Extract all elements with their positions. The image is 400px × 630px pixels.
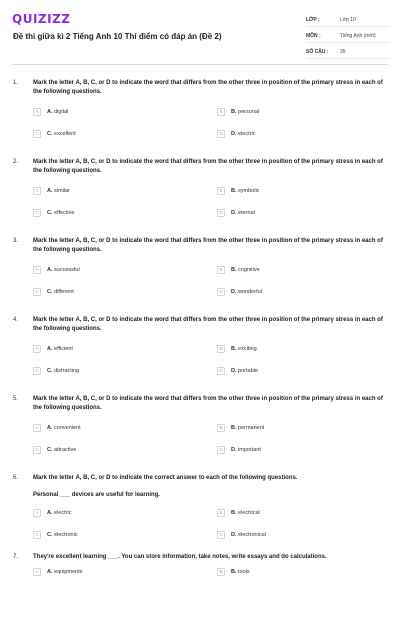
option-letter-box: C <box>33 209 41 217</box>
option-label: A. <box>47 509 53 516</box>
option-value: important <box>238 446 261 453</box>
option-label: D. <box>231 209 237 216</box>
option-text <box>47 109 68 115</box>
option-letter-box: A <box>33 509 41 517</box>
question-text: They're excellent learning ___. You can store information, take notes, write essays and do calculations. <box>33 554 327 560</box>
answer-option-b[interactable] <box>217 265 260 274</box>
question-number: 1. <box>13 80 19 86</box>
option-text <box>231 569 250 575</box>
answer-option-c[interactable] <box>33 129 76 138</box>
option-text <box>231 447 261 453</box>
question-number: 4. <box>13 317 19 323</box>
question-item <box>0 314 400 393</box>
option-label: C. <box>47 288 53 295</box>
answer-option-a[interactable] <box>33 508 71 517</box>
answer-option-d[interactable] <box>217 208 255 217</box>
answer-option-c[interactable] <box>33 287 74 296</box>
option-label: C. <box>47 531 53 538</box>
option-value: portable <box>238 367 258 374</box>
answer-option-d[interactable] <box>217 366 258 375</box>
answer-option-c[interactable] <box>33 530 78 539</box>
option-label: A. <box>47 424 53 431</box>
option-letter-box: B <box>217 568 225 576</box>
option-text <box>47 289 74 295</box>
question-item <box>0 77 400 156</box>
option-value: digital <box>54 108 69 115</box>
option-letter-box: C <box>33 288 41 296</box>
info-label: MÔN : <box>306 33 321 39</box>
option-value: exciting <box>238 345 257 352</box>
option-letter-box: B <box>217 266 225 274</box>
answer-option-b[interactable] <box>217 344 257 353</box>
option-text <box>47 368 79 374</box>
option-value: different <box>54 288 74 295</box>
option-value: successful <box>54 266 80 273</box>
question-text: Mark the letter A, B, C, or D to indicate the word that differs from the other three in position of the primary stress in each of the following questions. <box>33 159 383 174</box>
option-value: electric <box>54 509 72 516</box>
option-label: B. <box>231 345 237 352</box>
option-text <box>47 210 74 216</box>
info-value: 35 <box>340 49 346 55</box>
option-letter-box: B <box>217 509 225 517</box>
question-text: Mark the letter A, B, C, or D to indicate the word that differs from the other three in position of the primary stress in each of the following questions. <box>33 80 383 95</box>
answer-option-b[interactable] <box>217 186 259 195</box>
option-value: electrical <box>238 509 260 516</box>
option-text <box>47 188 70 194</box>
answer-option-b[interactable] <box>217 567 250 576</box>
option-text <box>231 346 257 352</box>
option-label: B. <box>231 266 237 273</box>
answer-option-b[interactable] <box>217 423 264 432</box>
option-text <box>231 267 260 273</box>
option-label: C. <box>47 367 53 374</box>
option-text <box>231 532 266 538</box>
answer-option-c[interactable] <box>33 208 74 217</box>
info-value: Lớp 10 <box>340 17 356 23</box>
option-label: D. <box>231 531 237 538</box>
option-label: D. <box>231 288 237 295</box>
option-label: D. <box>231 130 237 137</box>
answer-option-c[interactable] <box>33 445 76 454</box>
option-letter-box: C <box>33 446 41 454</box>
option-label: D. <box>231 367 237 374</box>
worksheet-info <box>306 14 390 62</box>
option-value: attractive <box>54 446 77 453</box>
option-text <box>47 510 71 516</box>
question-text: Mark the letter A, B, C, or D to indicate the correct answer to each of the following questions. <box>33 475 298 481</box>
question-list <box>0 77 400 630</box>
option-text <box>231 109 259 115</box>
option-letter-box: B <box>217 424 225 432</box>
answer-option-b[interactable] <box>217 508 260 517</box>
option-label: A. <box>47 568 53 575</box>
option-letter-box: D <box>217 367 225 375</box>
option-letter-box: B <box>217 345 225 353</box>
answer-option-a[interactable] <box>33 107 68 116</box>
option-value: tools <box>238 568 250 575</box>
option-letter-box: A <box>33 424 41 432</box>
option-text <box>231 510 260 516</box>
option-letter-box: B <box>217 108 225 116</box>
option-letter-box: A <box>33 568 41 576</box>
option-label: B. <box>231 509 237 516</box>
info-label: SỐ CÂU : <box>306 49 329 55</box>
option-value: equipments <box>54 568 83 575</box>
question-number: 2. <box>13 159 19 165</box>
question-item <box>0 551 400 630</box>
option-text <box>47 447 76 453</box>
option-letter-box: D <box>217 130 225 138</box>
question-number: 7. <box>13 554 19 560</box>
option-text <box>231 368 258 374</box>
option-value: electric <box>238 130 256 137</box>
info-label: LỚP : <box>306 17 320 23</box>
option-letter-box: D <box>217 288 225 296</box>
option-value: permanent <box>238 424 265 431</box>
option-value: cognitive <box>238 266 260 273</box>
option-text <box>47 425 81 431</box>
answer-option-b[interactable] <box>217 107 259 116</box>
option-letter-box: A <box>33 266 41 274</box>
answer-option-c[interactable] <box>33 366 79 375</box>
option-value: electronic <box>54 531 78 538</box>
option-label: A. <box>47 108 53 115</box>
option-text <box>231 210 255 216</box>
option-letter-box: A <box>33 108 41 116</box>
answer-option-a[interactable] <box>33 567 82 576</box>
option-label: B. <box>231 568 237 575</box>
option-text <box>47 346 73 352</box>
option-value: convenient <box>54 424 81 431</box>
answer-option-d[interactable] <box>217 287 262 296</box>
option-text <box>231 289 262 295</box>
answer-option-a[interactable] <box>33 265 80 274</box>
option-text <box>47 532 78 538</box>
option-label: B. <box>231 187 237 194</box>
question-prompt: Personal ___ devices are useful for learning. <box>33 492 161 498</box>
answer-option-a[interactable] <box>33 186 70 195</box>
answer-option-d[interactable] <box>217 129 255 138</box>
question-number: 5. <box>13 396 19 402</box>
option-value: effective <box>54 209 75 216</box>
option-value: distracting <box>54 367 80 374</box>
question-number: 6. <box>13 475 19 481</box>
answer-option-a[interactable] <box>33 344 73 353</box>
option-label: A. <box>47 266 53 273</box>
option-letter-box: C <box>33 367 41 375</box>
worksheet-info-row <box>306 14 390 27</box>
option-letter-box: B <box>217 187 225 195</box>
option-value: eternal <box>238 209 255 216</box>
option-text <box>231 131 255 137</box>
option-text <box>231 425 264 431</box>
question-text: Mark the letter A, B, C, or D to indicate the word that differs from the other three in position of the primary stress in each of the following questions. <box>33 396 383 411</box>
worksheet-info-row <box>306 46 390 59</box>
option-text <box>231 188 259 194</box>
quizizz-logo: QUIZIZZ <box>12 12 71 26</box>
option-value: wonderful <box>238 288 262 295</box>
option-label: C. <box>47 446 53 453</box>
option-text <box>47 131 76 137</box>
question-item <box>0 472 400 551</box>
option-text <box>47 267 80 273</box>
question-item <box>0 156 400 235</box>
answer-option-d[interactable] <box>217 530 266 539</box>
option-letter-box: A <box>33 345 41 353</box>
option-label: C. <box>47 130 53 137</box>
option-letter-box: C <box>33 130 41 138</box>
option-value: personal <box>238 108 260 115</box>
option-text <box>47 569 82 575</box>
option-letter-box: A <box>33 187 41 195</box>
question-item <box>0 235 400 314</box>
option-value: symbolic <box>238 187 260 194</box>
option-letter-box: D <box>217 446 225 454</box>
info-value: Tiếng Anh (mới) <box>340 33 376 39</box>
page-title: Đề thi giữa kì 2 Tiếng Anh 10 Thí điểm có đáp án (Đề 2) <box>13 32 222 41</box>
option-letter-box: C <box>33 531 41 539</box>
question-text: Mark the letter A, B, C, or D to indicate the word that differs from the other three in position of the primary stress in each of the following questions. <box>33 317 383 332</box>
answer-option-d[interactable] <box>217 445 261 454</box>
option-label: B. <box>231 424 237 431</box>
question-number: 3. <box>13 238 19 244</box>
option-label: A. <box>47 187 53 194</box>
answer-option-a[interactable] <box>33 423 81 432</box>
option-label: C. <box>47 209 53 216</box>
option-letter-box: D <box>217 209 225 217</box>
header-divider <box>12 64 388 65</box>
question-text: Mark the letter A, B, C, or D to indicate the word that differs from the other three in position of the primary stress in each of the following questions. <box>33 238 383 253</box>
option-value: excellent <box>54 130 76 137</box>
option-value: electronical <box>238 531 266 538</box>
option-label: B. <box>231 108 237 115</box>
option-value: similar <box>54 187 70 194</box>
worksheet-info-row <box>306 30 390 43</box>
question-item <box>0 393 400 472</box>
option-value: efficient <box>54 345 73 352</box>
option-label: A. <box>47 345 53 352</box>
option-letter-box: D <box>217 531 225 539</box>
option-label: D. <box>231 446 237 453</box>
